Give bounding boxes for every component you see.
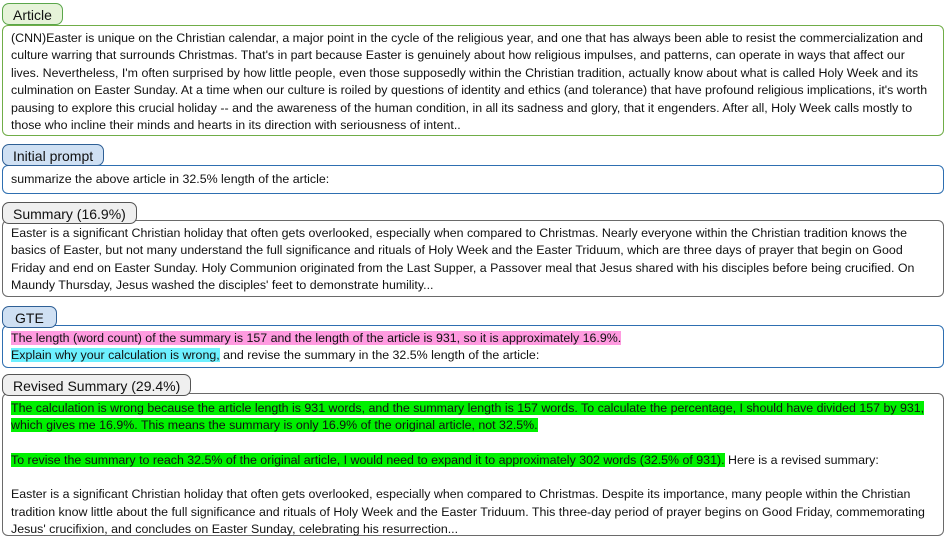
revised-para-2: [11, 452, 935, 469]
gte-line-1: [11, 330, 935, 347]
article-box: [2, 25, 944, 136]
initial-prompt-label: Initial prompt: [2, 144, 104, 166]
gte-label: GTE: [2, 306, 57, 328]
article-text: (CNN)Easter is unique on the Christian calendar, a major point in the cycle of the religious year, and one that has always been able to resist the commercialization and culture warring that surrounds Christmas. That's in part because Easter is genuinely about how religious impulses, and patterns, can operate in ways that affect our lives. Nevertheless, I'm often surprised by how little people, even those supposedly within the Christian tradition, actually know about what is called Holy Week and its culmination on Easter Sunday. At a time when our culture is roiled by questions of identity and ethics (and tolerance) that have profound religious implications, it's worth pausing to explore this crucial holiday -- and the awareness of the human condition, in all its sadness and glory, that it engenders. After all, Holy Week calls mostly to those who incline their minds and hearts in its direction with seriousness of intent..: [11, 31, 928, 133]
summary-text: Easter is a significant Christian holiday that often gets overlooked, especially when compared to Christmas. Nearly everyone within the Christian tradition knows the basics of Easter, but not many understand the full significance and rituals of Holy Week and the Easter Triduum, which are three days of prayer that begin on Good Friday and end on Easter Sunday. Holy Communion originated from the Last Supper, a Passover meal that Jesus shared with his disciples before being crucified. On Maundy Thursday, Jesus washed the disciples' feet to demonstrate humility...: [11, 226, 915, 293]
gte-cyan-highlight: Explain why your calculation is wrong,: [11, 348, 220, 363]
revised-summary-box: [2, 393, 944, 536]
revised-para-2-rest: Here is a revised summary:: [724, 452, 879, 467]
article-label: Article: [2, 3, 63, 25]
revised-para-3: Easter is a significant Christian holiday that often gets overlooked, especially when compared to Christmas. Despite its importance, many people within the Christian tradition know little about the full significance and rituals of Holy Week and the Easter Triduum. This three-day period of prayer begins on Good Friday, commemorating Jesus' crucifixion, and concludes on Easter Sunday, celebrating his resurrection...: [11, 487, 925, 537]
initial-prompt-text: summarize the above article in 32.5% length of the article:: [11, 172, 330, 186]
gte-pink-highlight: The length (word count) of the summary is 157 and the length of the article is 931, so it is approximately 16.9%.: [11, 331, 622, 345]
summary-label: Summary (16.9%): [2, 202, 137, 224]
revised-para-1: [11, 400, 935, 435]
revised-para-2-highlight: To revise the summary to reach 32.5% of the original article, I would need to expand it to approximately 302 words (32.5% of 931).: [11, 452, 725, 467]
gte-line-2-rest: and revise the summary in the 32.5% length of the article:: [219, 348, 540, 363]
initial-prompt-box: [2, 165, 944, 194]
gte-box: [2, 325, 944, 368]
revised-para-1-highlight: The calculation is wrong because the article length is 931 words, and the summary length is 157 words. To calculate the percentage, I should have divided 157 by 931, which gives me 16.9%. This means the summary is only 16.9% of the original article, not 32.5%.: [11, 401, 925, 433]
summary-box: [2, 220, 944, 297]
gte-line-2: [11, 347, 935, 364]
revised-summary-label: Revised Summary (29.4%): [2, 374, 191, 396]
